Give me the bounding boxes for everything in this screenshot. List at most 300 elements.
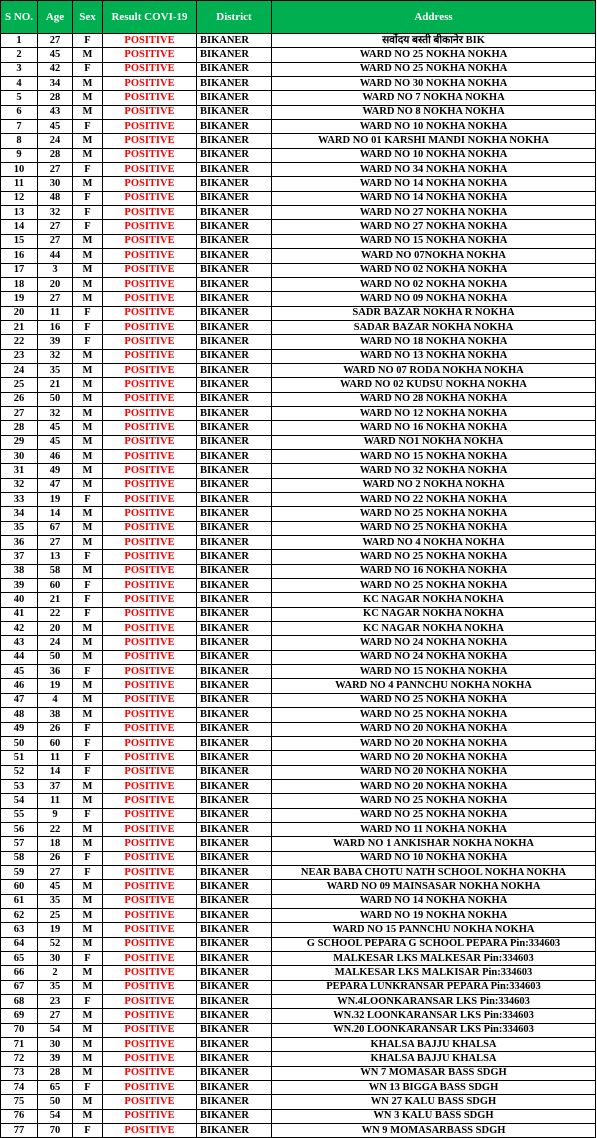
cell-sex: M	[73, 378, 103, 392]
cell-sex: M	[73, 622, 103, 636]
cell-address: WARD NO 30 NOKHA NOKHA	[272, 77, 596, 91]
cell-age: 22	[38, 822, 73, 836]
table-row	[1, 1023, 596, 1037]
cell-address: WARD NO 7 NOKHA NOKHA	[272, 91, 596, 105]
cell-sex: M	[73, 77, 103, 91]
cell-district: BIKANER	[197, 1095, 272, 1109]
cell-district: BIKANER	[197, 607, 272, 621]
cell-age: 34	[38, 77, 73, 91]
cell-address: WARD NO 2 NOKHA NOKHA	[272, 478, 596, 492]
cell-district: BIKANER	[197, 91, 272, 105]
cell-age: 35	[38, 363, 73, 377]
cell-sno: 13	[1, 206, 38, 220]
cell-sno: 58	[1, 851, 38, 865]
cell-sno: 47	[1, 693, 38, 707]
cell-sno: 32	[1, 478, 38, 492]
cell-age: 32	[38, 206, 73, 220]
cell-sex: F	[73, 851, 103, 865]
cell-address: WN 9 MOMASARBASS SDGH	[272, 1124, 596, 1138]
cell-result: POSITIVE	[103, 1109, 197, 1123]
cell-sex: M	[73, 105, 103, 119]
cell-age: 14	[38, 765, 73, 779]
cell-address: WN.20 LOONKARANSAR LKS Pin:334603	[272, 1023, 596, 1037]
cell-address: WARD NO 07NOKHA NOKHA	[272, 249, 596, 263]
cell-result: POSITIVE	[103, 865, 197, 879]
table-row	[1, 48, 596, 62]
cell-sno: 53	[1, 779, 38, 793]
cell-sex: M	[73, 1009, 103, 1023]
cell-age: 20	[38, 622, 73, 636]
cell-sex: M	[73, 48, 103, 62]
cell-address: WARD NO 20 NOKHA NOKHA	[272, 765, 596, 779]
cell-sex: M	[73, 822, 103, 836]
cell-sno: 12	[1, 191, 38, 205]
cell-sex: M	[73, 406, 103, 420]
cell-address: WARD NO 15 NOKHA NOKHA	[272, 234, 596, 248]
cell-sex: M	[73, 536, 103, 550]
cell-district: BIKANER	[197, 507, 272, 521]
cell-address: WARD NO 25 NOKHA NOKHA	[272, 48, 596, 62]
cell-age: 65	[38, 1081, 73, 1095]
cell-sno: 22	[1, 335, 38, 349]
cell-result: POSITIVE	[103, 277, 197, 291]
cell-age: 2	[38, 966, 73, 980]
cell-address: WARD NO 12 NOKHA NOKHA	[272, 406, 596, 420]
cell-sex: F	[73, 220, 103, 234]
cell-result: POSITIVE	[103, 220, 197, 234]
table-row	[1, 894, 596, 908]
cell-address: KC NAGAR NOKHA NOKHA	[272, 607, 596, 621]
cell-sex: F	[73, 306, 103, 320]
cell-address: SADAR BAZAR NOKHA NOKHA	[272, 320, 596, 334]
header-row	[1, 1, 596, 34]
cell-result: POSITIVE	[103, 48, 197, 62]
cell-result: POSITIVE	[103, 134, 197, 148]
cell-sno: 20	[1, 306, 38, 320]
cell-age: 46	[38, 449, 73, 463]
cell-sex: F	[73, 1081, 103, 1095]
cell-age: 60	[38, 736, 73, 750]
table-row	[1, 406, 596, 420]
cell-age: 26	[38, 851, 73, 865]
cell-address: WARD NO 10 NOKHA NOKHA	[272, 851, 596, 865]
table-row	[1, 507, 596, 521]
cell-district: BIKANER	[197, 808, 272, 822]
cell-sex: M	[73, 837, 103, 851]
cell-address: G SCHOOL PEPARA G SCHOOL PEPARA Pin:334603	[272, 937, 596, 951]
cell-result: POSITIVE	[103, 91, 197, 105]
cell-address: WARD NO 8 NOKHA NOKHA	[272, 105, 596, 119]
table-row	[1, 679, 596, 693]
cell-age: 27	[38, 220, 73, 234]
cell-result: POSITIVE	[103, 1038, 197, 1052]
cell-sno: 67	[1, 980, 38, 994]
cell-sex: M	[73, 91, 103, 105]
cell-address: WARD NO 19 NOKHA NOKHA	[272, 908, 596, 922]
cell-sex: M	[73, 134, 103, 148]
cell-sno: 63	[1, 923, 38, 937]
cell-sno: 55	[1, 808, 38, 822]
table-row	[1, 206, 596, 220]
cell-sex: M	[73, 966, 103, 980]
table-row	[1, 822, 596, 836]
cell-result: POSITIVE	[103, 378, 197, 392]
cell-result: POSITIVE	[103, 34, 197, 48]
cell-address: WARD NO 16 NOKHA NOKHA	[272, 421, 596, 435]
cell-district: BIKANER	[197, 923, 272, 937]
cell-district: BIKANER	[197, 277, 272, 291]
cell-address: सर्वोदय बस्ती बीकानेर BIK	[272, 34, 596, 48]
cell-sno: 39	[1, 579, 38, 593]
table-row	[1, 579, 596, 593]
cell-result: POSITIVE	[103, 320, 197, 334]
cell-age: 32	[38, 406, 73, 420]
cell-age: 50	[38, 392, 73, 406]
cell-sno: 68	[1, 995, 38, 1009]
cell-district: BIKANER	[197, 521, 272, 535]
cell-sex: M	[73, 636, 103, 650]
table-row	[1, 464, 596, 478]
cell-sex: F	[73, 722, 103, 736]
cell-sno: 50	[1, 736, 38, 750]
cell-sno: 44	[1, 650, 38, 664]
cell-result: POSITIVE	[103, 995, 197, 1009]
cell-sno: 54	[1, 794, 38, 808]
cell-district: BIKANER	[197, 550, 272, 564]
cell-address: WARD NO 34 NOKHA NOKHA	[272, 163, 596, 177]
cell-sex: M	[73, 650, 103, 664]
cell-sno: 6	[1, 105, 38, 119]
cell-age: 21	[38, 378, 73, 392]
cell-result: POSITIVE	[103, 708, 197, 722]
table-row	[1, 722, 596, 736]
cell-age: 32	[38, 349, 73, 363]
cell-address: WARD NO 09 MAINSASAR NOKHA NOKHA	[272, 880, 596, 894]
cell-age: 58	[38, 564, 73, 578]
table-row	[1, 449, 596, 463]
cell-address: WARD NO 27 NOKHA NOKHA	[272, 220, 596, 234]
table-row	[1, 995, 596, 1009]
cell-district: BIKANER	[197, 995, 272, 1009]
cell-sex: F	[73, 191, 103, 205]
cell-address: WARD NO 4 NOKHA NOKHA	[272, 536, 596, 550]
cell-age: 28	[38, 91, 73, 105]
table-row	[1, 908, 596, 922]
cell-age: 24	[38, 134, 73, 148]
cell-sex: M	[73, 937, 103, 951]
cell-sno: 5	[1, 91, 38, 105]
cell-sno: 60	[1, 880, 38, 894]
cell-result: POSITIVE	[103, 808, 197, 822]
cell-address: WARD NO 1 ANKISHAR NOKHA NOKHA	[272, 837, 596, 851]
cell-district: BIKANER	[197, 478, 272, 492]
cell-district: BIKANER	[197, 1052, 272, 1066]
cell-sno: 75	[1, 1095, 38, 1109]
cell-sex: M	[73, 1095, 103, 1109]
table-body	[1, 34, 596, 1138]
header-age: Age	[38, 1, 73, 34]
cell-result: POSITIVE	[103, 77, 197, 91]
cell-sex: M	[73, 449, 103, 463]
cell-district: BIKANER	[197, 206, 272, 220]
cell-sno: 11	[1, 177, 38, 191]
table-row	[1, 320, 596, 334]
cell-result: POSITIVE	[103, 794, 197, 808]
cell-result: POSITIVE	[103, 507, 197, 521]
cell-sex: F	[73, 593, 103, 607]
table-row	[1, 1095, 596, 1109]
cell-sno: 24	[1, 363, 38, 377]
table-row	[1, 1052, 596, 1066]
cell-sno: 41	[1, 607, 38, 621]
cell-sex: M	[73, 277, 103, 291]
cell-address: SADR BAZAR NOKHA R NOKHA	[272, 306, 596, 320]
cell-address: KHALSA BAJJU KHALSA	[272, 1052, 596, 1066]
cell-address: WARD NO 01 KARSHI MANDI NOKHA NOKHA	[272, 134, 596, 148]
cell-sno: 15	[1, 234, 38, 248]
cell-address: WARD NO 25 NOKHA NOKHA	[272, 794, 596, 808]
cell-age: 49	[38, 464, 73, 478]
table-row	[1, 91, 596, 105]
cell-age: 19	[38, 923, 73, 937]
cell-sno: 29	[1, 435, 38, 449]
cell-result: POSITIVE	[103, 822, 197, 836]
cell-age: 11	[38, 306, 73, 320]
cell-age: 45	[38, 880, 73, 894]
cell-sno: 16	[1, 249, 38, 263]
table-row	[1, 636, 596, 650]
cell-sex: M	[73, 363, 103, 377]
cell-age: 26	[38, 722, 73, 736]
cell-sex: F	[73, 120, 103, 134]
cell-age: 3	[38, 263, 73, 277]
cell-district: BIKANER	[197, 794, 272, 808]
table-row	[1, 593, 596, 607]
table-row	[1, 191, 596, 205]
cell-sex: M	[73, 564, 103, 578]
cell-district: BIKANER	[197, 48, 272, 62]
cell-age: 35	[38, 894, 73, 908]
cell-sex: F	[73, 995, 103, 1009]
cell-result: POSITIVE	[103, 449, 197, 463]
cell-sno: 61	[1, 894, 38, 908]
cell-result: POSITIVE	[103, 966, 197, 980]
cell-age: 14	[38, 507, 73, 521]
cell-district: BIKANER	[197, 1124, 272, 1138]
cell-district: BIKANER	[197, 363, 272, 377]
cell-address: WN 13 BIGGA BASS SDGH	[272, 1081, 596, 1095]
cell-age: 45	[38, 435, 73, 449]
table-row	[1, 263, 596, 277]
cell-address: WARD NO 24 NOKHA NOKHA	[272, 650, 596, 664]
cell-sex: M	[73, 1109, 103, 1123]
cell-sex: M	[73, 148, 103, 162]
cell-sex: F	[73, 335, 103, 349]
cell-age: 27	[38, 1009, 73, 1023]
cell-district: BIKANER	[197, 1066, 272, 1080]
cell-sno: 9	[1, 148, 38, 162]
cell-age: 47	[38, 478, 73, 492]
cell-address: WARD NO 25 NOKHA NOKHA	[272, 550, 596, 564]
cell-sex: F	[73, 865, 103, 879]
cell-result: POSITIVE	[103, 1023, 197, 1037]
table-row	[1, 77, 596, 91]
cell-result: POSITIVE	[103, 478, 197, 492]
cell-result: POSITIVE	[103, 163, 197, 177]
cell-address: WARD NO 25 NOKHA NOKHA	[272, 579, 596, 593]
cell-address: WARD NO 15 NOKHA NOKHA	[272, 665, 596, 679]
cell-district: BIKANER	[197, 306, 272, 320]
cell-district: BIKANER	[197, 77, 272, 91]
cell-district: BIKANER	[197, 665, 272, 679]
cell-result: POSITIVE	[103, 1066, 197, 1080]
cell-result: POSITIVE	[103, 1009, 197, 1023]
cell-age: 16	[38, 320, 73, 334]
cell-result: POSITIVE	[103, 234, 197, 248]
table-row	[1, 392, 596, 406]
cell-district: BIKANER	[197, 837, 272, 851]
cell-district: BIKANER	[197, 34, 272, 48]
cell-district: BIKANER	[197, 650, 272, 664]
cell-address: WARD NO 20 NOKHA NOKHA	[272, 779, 596, 793]
cell-result: POSITIVE	[103, 851, 197, 865]
table-row	[1, 62, 596, 76]
cell-address: WARD NO 28 NOKHA NOKHA	[272, 392, 596, 406]
cell-result: POSITIVE	[103, 1052, 197, 1066]
cell-sex: M	[73, 292, 103, 306]
cell-sno: 31	[1, 464, 38, 478]
cell-district: BIKANER	[197, 378, 272, 392]
cell-address: WARD NO 14 NOKHA NOKHA	[272, 191, 596, 205]
cell-address: WN.32 LOONKARANSAR LKS Pin:334603	[272, 1009, 596, 1023]
cell-address: WARD NO 25 NOKHA NOKHA	[272, 507, 596, 521]
cell-result: POSITIVE	[103, 306, 197, 320]
cell-address: WARD NO 15 NOKHA NOKHA	[272, 449, 596, 463]
cell-district: BIKANER	[197, 894, 272, 908]
cell-sno: 52	[1, 765, 38, 779]
cell-result: POSITIVE	[103, 363, 197, 377]
cell-sex: M	[73, 679, 103, 693]
cell-age: 39	[38, 1052, 73, 1066]
cell-age: 22	[38, 607, 73, 621]
cell-district: BIKANER	[197, 937, 272, 951]
table-row	[1, 335, 596, 349]
table-row	[1, 536, 596, 550]
cell-address: WARD NO 07 RODA NOKHA NOKHA	[272, 363, 596, 377]
cell-result: POSITIVE	[103, 1095, 197, 1109]
cell-sno: 27	[1, 406, 38, 420]
cell-address: MALKESAR LKS MALKESAR Pin:334603	[272, 952, 596, 966]
table-row	[1, 521, 596, 535]
cell-sno: 56	[1, 822, 38, 836]
cell-sno: 17	[1, 263, 38, 277]
cell-result: POSITIVE	[103, 335, 197, 349]
cell-sex: M	[73, 894, 103, 908]
cell-address: WARD NO 10 NOKHA NOKHA	[272, 148, 596, 162]
cell-sno: 18	[1, 277, 38, 291]
cell-address: WARD NO 24 NOKHA NOKHA	[272, 636, 596, 650]
cell-sno: 69	[1, 1009, 38, 1023]
cell-district: BIKANER	[197, 349, 272, 363]
cell-district: BIKANER	[197, 636, 272, 650]
cell-result: POSITIVE	[103, 493, 197, 507]
cell-district: BIKANER	[197, 765, 272, 779]
cell-sex: M	[73, 779, 103, 793]
table-row	[1, 234, 596, 248]
cell-result: POSITIVE	[103, 105, 197, 119]
cell-age: 43	[38, 105, 73, 119]
cell-sex: M	[73, 478, 103, 492]
cell-address: WARD NO 25 NOKHA NOKHA	[272, 62, 596, 76]
header-district: District	[197, 1, 272, 34]
cell-age: 30	[38, 1038, 73, 1052]
cell-sno: 43	[1, 636, 38, 650]
cell-age: 9	[38, 808, 73, 822]
cell-address: KC NAGAR NOKHA NOKHA	[272, 622, 596, 636]
cell-result: POSITIVE	[103, 579, 197, 593]
cell-result: POSITIVE	[103, 177, 197, 191]
cell-district: BIKANER	[197, 1023, 272, 1037]
cell-district: BIKANER	[197, 62, 272, 76]
cell-district: BIKANER	[197, 536, 272, 550]
table-row	[1, 306, 596, 320]
table-row	[1, 966, 596, 980]
cell-sno: 7	[1, 120, 38, 134]
cell-sex: M	[73, 464, 103, 478]
cell-district: BIKANER	[197, 952, 272, 966]
cell-result: POSITIVE	[103, 521, 197, 535]
cell-district: BIKANER	[197, 493, 272, 507]
table-row	[1, 808, 596, 822]
cell-sex: M	[73, 1023, 103, 1037]
cell-sex: F	[73, 1124, 103, 1138]
cell-sex: M	[73, 421, 103, 435]
cell-sex: F	[73, 493, 103, 507]
cell-address: NEAR BABA CHOTU NATH SCHOOL NOKHA NOKHA	[272, 865, 596, 879]
cell-district: BIKANER	[197, 779, 272, 793]
cell-sno: 23	[1, 349, 38, 363]
cell-address: MALKESAR LKS MALKISAR Pin:334603	[272, 966, 596, 980]
cell-district: BIKANER	[197, 679, 272, 693]
table-row	[1, 880, 596, 894]
cell-sex: M	[73, 923, 103, 937]
cell-sno: 37	[1, 550, 38, 564]
cell-address: WN.4LOONKARANSAR LKS Pin:334603	[272, 995, 596, 1009]
table-row	[1, 421, 596, 435]
cell-sex: M	[73, 1038, 103, 1052]
cell-age: 35	[38, 980, 73, 994]
cell-address: WARD NO 4 PANNCHU NOKHA NOKHA	[272, 679, 596, 693]
cell-district: BIKANER	[197, 1038, 272, 1052]
cell-address: WARD NO 20 NOKHA NOKHA	[272, 736, 596, 750]
cell-district: BIKANER	[197, 392, 272, 406]
table-row	[1, 1038, 596, 1052]
cell-age: 24	[38, 636, 73, 650]
table-row	[1, 952, 596, 966]
table-row	[1, 865, 596, 879]
cell-result: POSITIVE	[103, 751, 197, 765]
cell-age: 52	[38, 937, 73, 951]
cell-address: WARD NO 02 KUDSU NOKHA NOKHA	[272, 378, 596, 392]
cell-sno: 26	[1, 392, 38, 406]
cell-sno: 51	[1, 751, 38, 765]
table-row	[1, 349, 596, 363]
cell-district: BIKANER	[197, 406, 272, 420]
cell-sno: 77	[1, 1124, 38, 1138]
cell-sno: 36	[1, 536, 38, 550]
cell-district: BIKANER	[197, 435, 272, 449]
cell-result: POSITIVE	[103, 148, 197, 162]
